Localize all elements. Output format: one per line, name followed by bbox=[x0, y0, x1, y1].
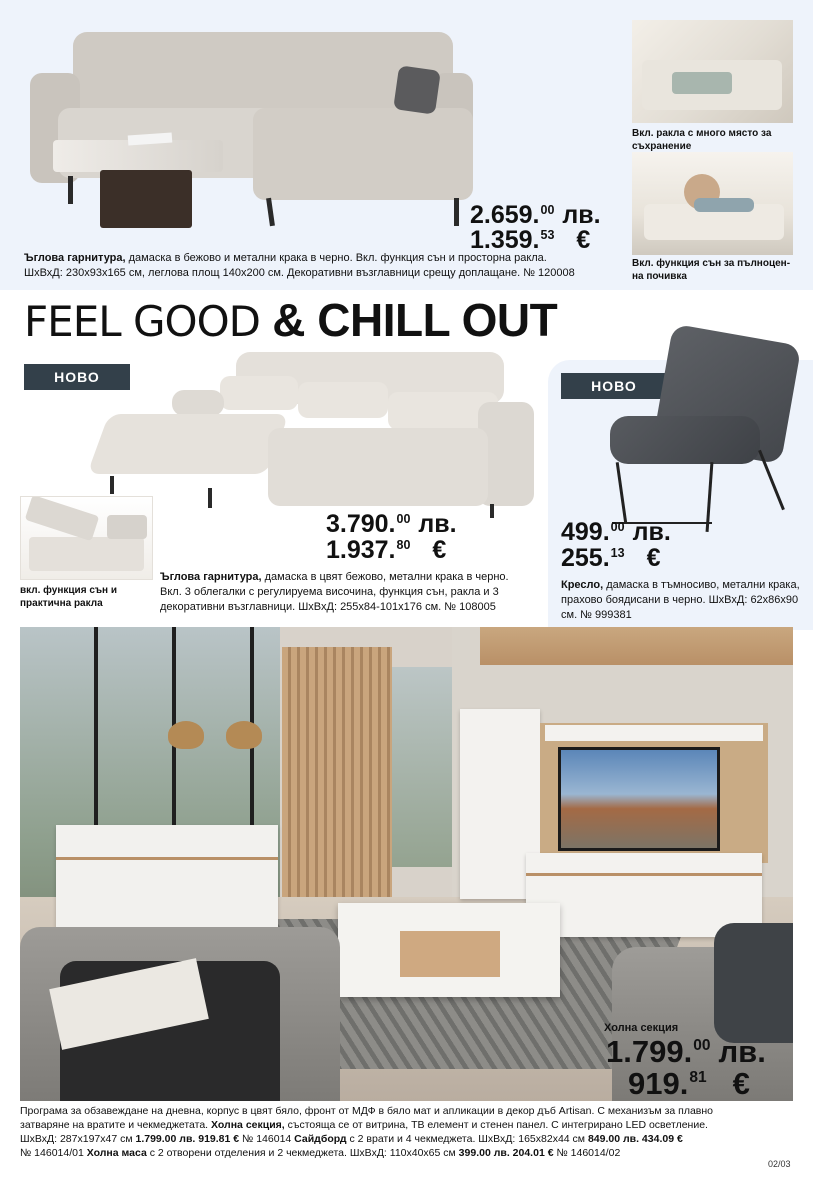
living-room-line-3: ШхВхД: 287x197x47 см 1.799.00 лв. 919.81 € № 146014 Сайдборд с 2 врати и 4 чекмеджета. ШхВхД: 165x82x44 см 849.00 лв. 434.09 € bbox=[20, 1133, 683, 1145]
storage-photo bbox=[632, 20, 793, 123]
price-eur-value: 255. bbox=[561, 544, 610, 572]
price-eur-cents: 80 bbox=[396, 537, 411, 552]
beige-corner-sofa-image bbox=[98, 352, 538, 517]
price-lv-unit: лв. bbox=[632, 518, 671, 546]
price-eur-unit: € bbox=[732, 1066, 750, 1101]
living-room-line-1: Програма за обзавеждане на дневна, корпус в цвят бяло, фронт от МДФ в бяло мат и апликации в декор дъб Artisan. С механизъм за плавно bbox=[20, 1105, 714, 1117]
top-sofa-price-eur bbox=[470, 228, 590, 253]
price-eur-unit: € bbox=[432, 536, 447, 564]
top-sofa-description bbox=[24, 251, 624, 281]
armchair-image bbox=[600, 330, 800, 535]
price-eur-cents: 81 bbox=[689, 1069, 707, 1087]
corner-sofa-image bbox=[28, 28, 478, 228]
chair-price-eur bbox=[561, 546, 660, 571]
storage-caption: Вкл. ракла с много място за съхранение bbox=[632, 128, 772, 152]
chair-desc: дамаска в тъмносиво, метални крака, прахово боядисани в черно. ШхВхД: 62x86x90 см. № 999381 bbox=[561, 579, 800, 621]
price-eur-cents: 13 bbox=[610, 545, 625, 560]
price-lv-cents: 00 bbox=[396, 511, 411, 526]
price-lv-cents: 00 bbox=[693, 1037, 711, 1055]
price-eur-unit: € bbox=[646, 544, 661, 572]
headline-bold: & CHILL OUT bbox=[272, 294, 558, 346]
mid-sofa-price-lv bbox=[326, 512, 457, 537]
chair-price-lv bbox=[561, 520, 671, 545]
mid-sofa-description bbox=[160, 570, 532, 615]
price-lv-value: 1.799. bbox=[606, 1034, 693, 1069]
price-lv-value: 499. bbox=[561, 518, 610, 546]
living-room-label: Холна секция bbox=[604, 1022, 679, 1034]
price-lv-cents: 00 bbox=[540, 202, 555, 217]
decor-pillow-image bbox=[393, 65, 441, 114]
price-eur-cents: 53 bbox=[540, 227, 555, 242]
chair-title: Кресло, bbox=[561, 579, 604, 591]
mid-sofa-desc: дамаска в цвят бежово, метални крака в черно. Вкл. 3 облегалки с регулируема височина, функция сън, ракла и 3 декоративни възглавници. ШхВхД: 255x84-101x176 см. № 108005 bbox=[160, 571, 509, 613]
price-lv-value: 3.790. bbox=[326, 510, 396, 538]
chair-description bbox=[561, 578, 801, 623]
living-room-price-eur bbox=[628, 1068, 750, 1099]
tv-image bbox=[558, 747, 720, 851]
new-badge-chair: НОВО bbox=[561, 373, 667, 399]
living-room-description bbox=[20, 1104, 795, 1160]
top-sofa-dimensions: ШхВхД: 230x93x165 см, леглова площ 140x200 см. Декоративни възглавници срещу доплащане. № 120008 bbox=[24, 267, 575, 279]
page-number: 02/03 bbox=[768, 1159, 791, 1169]
headline-thin: FEEL GOOD bbox=[24, 297, 260, 346]
sofa-storage-inset-photo bbox=[20, 496, 153, 580]
price-eur-unit: € bbox=[576, 226, 591, 254]
mid-sofa-price-eur bbox=[326, 538, 446, 563]
page-headline bbox=[24, 294, 558, 346]
living-room-price-lv bbox=[606, 1036, 766, 1067]
top-sofa-title: Ъглова гарнитура, bbox=[24, 252, 126, 264]
top-sofa-price-lv bbox=[470, 203, 601, 228]
new-badge-sofa: НОВО bbox=[24, 364, 130, 390]
sleep-function-photo bbox=[632, 152, 793, 255]
living-room-line-2: затваряне на вратите и чекмеджетата. Холна секция, състояща се от витрина, ТВ елемент и стенен панел. С интегрирано LED осветление. bbox=[20, 1119, 708, 1131]
top-sofa-desc: дамаска в бежово и метални крака в черно. Вкл. функция сън и просторна ракла. bbox=[125, 252, 547, 264]
price-lv-cents: 00 bbox=[610, 519, 625, 534]
price-lv-unit: лв. bbox=[718, 1034, 766, 1069]
price-eur-value: 1.359. bbox=[470, 226, 540, 254]
sofa-storage-caption: вкл. функция сън и практична ракла bbox=[20, 585, 118, 609]
price-eur-value: 1.937. bbox=[326, 536, 396, 564]
mid-sofa-title: Ъглова гарнитура, bbox=[160, 571, 262, 583]
price-lv-unit: лв. bbox=[418, 510, 457, 538]
price-lv-value: 2.659. bbox=[470, 201, 540, 229]
price-lv-unit: лв. bbox=[562, 201, 601, 229]
price-eur-value: 919. bbox=[628, 1066, 689, 1101]
sleep-function-caption: Вкл. функция сън за пълноцен-на почивка bbox=[632, 258, 791, 282]
living-room-line-4: № 146014/01 Холна маса с 2 отворени отделения и 2 чекмеджета. ШхВхД: 110x40x65 см 399.00 лв. 204.01 € № 146014/02 bbox=[20, 1147, 621, 1159]
